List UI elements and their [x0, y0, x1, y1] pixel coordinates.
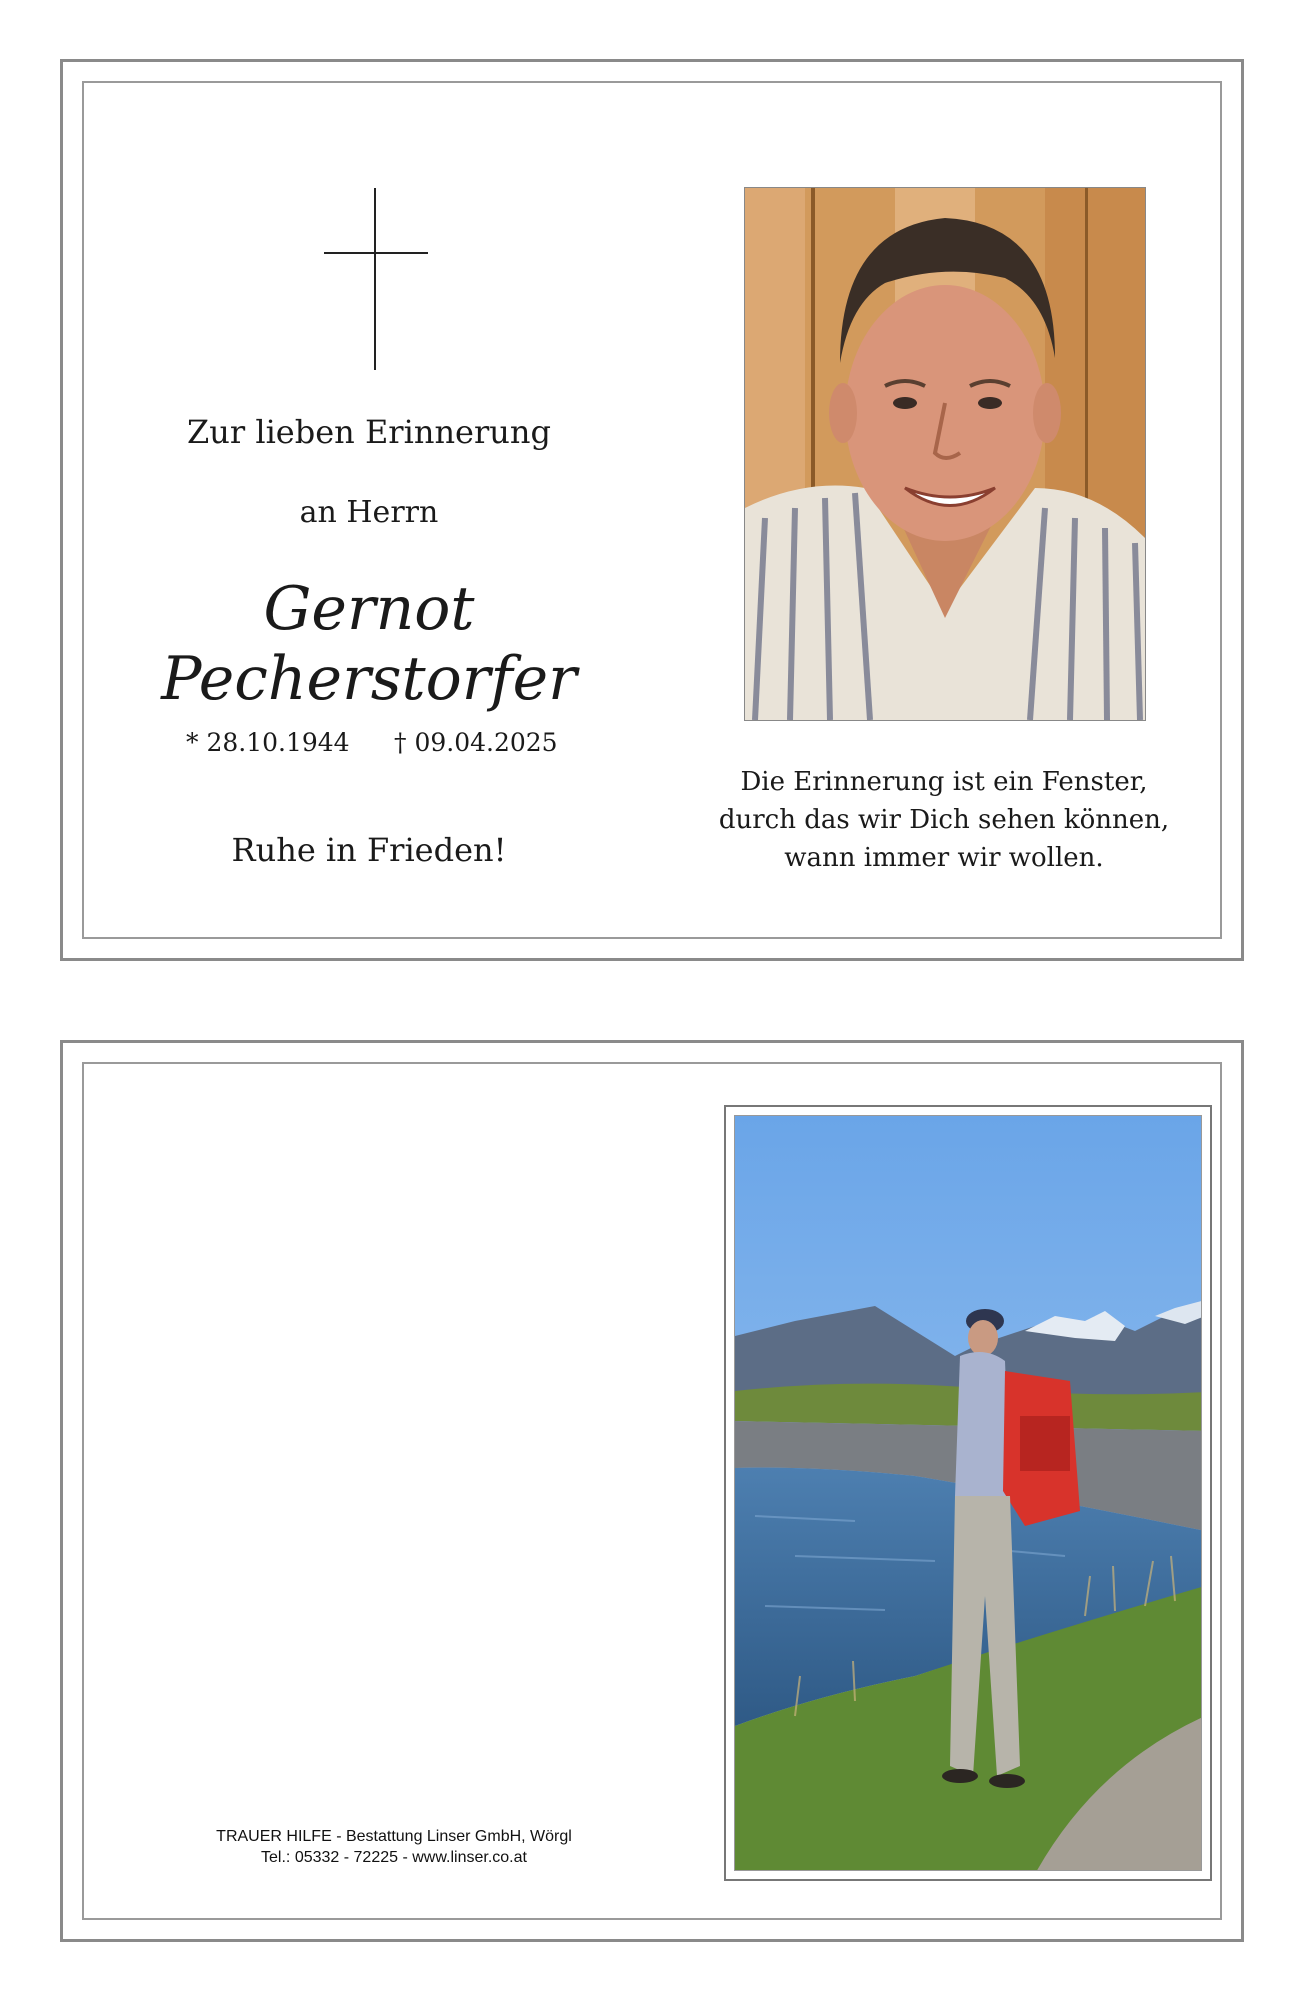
quote-line: wann immer wir wollen. — [784, 843, 1104, 873]
death-date: † 09.04.2025 — [394, 728, 558, 757]
imprint-line: Tel.: 05332 - 72225 - www.linser.co.at — [261, 1849, 527, 1866]
inner-border — [82, 1062, 1222, 1920]
hiking-photo — [734, 1115, 1202, 1871]
salutation: an Herrn — [299, 495, 439, 530]
last-name: Pecherstorfer — [161, 644, 577, 714]
birth-date: * 28.10.1944 — [186, 728, 350, 757]
hiking-photo-frame — [724, 1105, 1212, 1881]
first-name: Gernot — [263, 574, 475, 644]
memorial-card-front — [60, 59, 1244, 961]
portrait-photo — [744, 187, 1146, 721]
quote-line: Die Erinnerung ist ein Fenster, — [740, 767, 1148, 797]
farewell-text: Ruhe in Frieden! — [231, 831, 507, 869]
memorial-card-back — [60, 1040, 1244, 1942]
cross-icon — [324, 188, 428, 370]
quote-line: durch das wir Dich sehen können, — [718, 805, 1170, 835]
imprint-line: TRAUER HILFE - Bestattung Linser GmbH, Wörgl — [216, 1828, 572, 1845]
inner-border — [82, 81, 1222, 939]
memorial-quote — [684, 763, 1204, 877]
funeral-home-imprint — [164, 1826, 624, 1868]
intro-text: Zur lieben Erinnerung — [187, 413, 551, 451]
